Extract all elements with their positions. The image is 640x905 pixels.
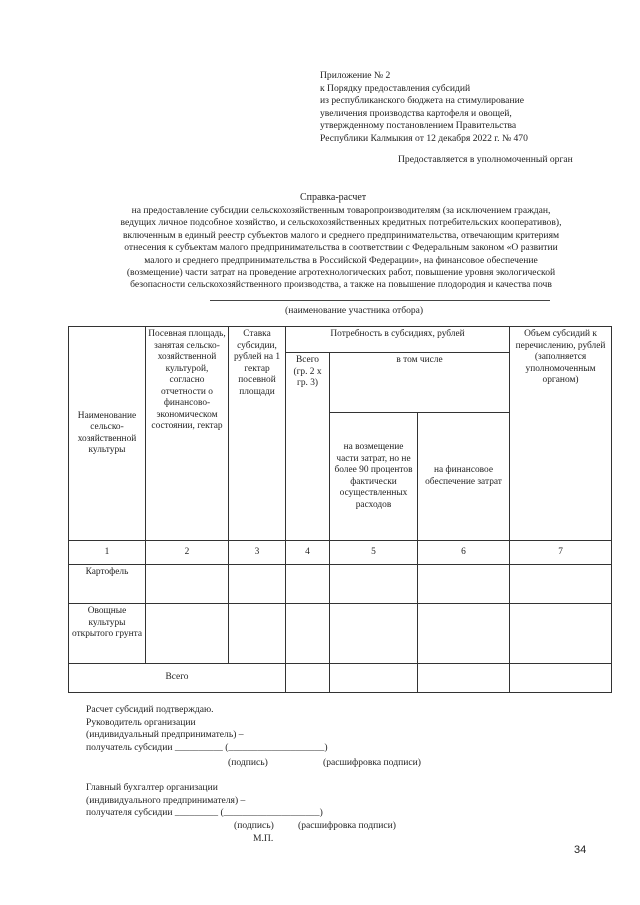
stamp-place: М.П. bbox=[253, 833, 274, 844]
annex-line: увеличения производства картофеля и овощей, bbox=[320, 107, 512, 119]
signature-label: (подпись) bbox=[228, 757, 268, 768]
header-crop: Наименование сельско-хозяйственной культуры bbox=[69, 327, 146, 541]
header-volume: Объем субсидий к перечислению, рублей (заполняется уполномоченным органом) bbox=[510, 327, 612, 541]
table-cell bbox=[330, 604, 418, 664]
annex-line: к Порядку предоставления субсидий bbox=[320, 82, 471, 94]
header-financing: на финансовое обеспечение затрат bbox=[418, 413, 510, 541]
col-number: 7 bbox=[510, 541, 612, 565]
annex-line: Приложение № 2 bbox=[320, 70, 391, 81]
table-cell bbox=[229, 604, 286, 664]
col-number: 2 bbox=[146, 541, 229, 565]
table-cell bbox=[510, 604, 612, 664]
table-row bbox=[69, 565, 612, 604]
col-number: 1 bbox=[69, 541, 146, 565]
col-number: 5 bbox=[330, 541, 418, 565]
table-cell bbox=[330, 565, 418, 604]
table-cell bbox=[510, 664, 612, 693]
decode-label: (расшифровка подписи) bbox=[323, 757, 421, 768]
header-rate: Ставка субсидии, рублей на 1 гектар посевной площади bbox=[229, 327, 286, 541]
annex-header bbox=[320, 70, 528, 145]
confirm-line: (индивидуальный предприниматель) – bbox=[86, 729, 244, 741]
table-cell bbox=[286, 664, 330, 693]
purpose-line: отнесения к субъектам малого предпринимательства в соответствии с Федеральным законом «О развитии bbox=[124, 242, 558, 254]
table-row-total bbox=[69, 664, 612, 693]
confirm-line: Руководитель организации bbox=[86, 716, 196, 728]
col-number: 4 bbox=[286, 541, 330, 565]
subsidy-table bbox=[68, 326, 612, 693]
page-number: 34 bbox=[574, 844, 587, 856]
purpose-line: малого и среднего предпринимательства в Российской Федерации», на финансовое обеспечение bbox=[144, 254, 538, 266]
purpose-line: безопасности сельскохозяйственного производства, а также на повышение плодородия и качества почв bbox=[130, 279, 552, 291]
confirm-line: Расчет субсидий подтверждаю. bbox=[86, 704, 214, 715]
signature-label: (подпись) bbox=[234, 820, 274, 831]
header-including: в том числе bbox=[330, 353, 510, 413]
document-title: Справка-расчет bbox=[300, 192, 367, 203]
row-label-potato: Картофель bbox=[69, 565, 146, 604]
table-cell bbox=[510, 565, 612, 604]
purpose-line: (возмещение) части затрат на проведение агротехнологических работ, повышение уровня экологической bbox=[126, 266, 556, 278]
col-number: 3 bbox=[229, 541, 286, 565]
row-label-total: Всего bbox=[69, 664, 286, 693]
annex-line: Республики Калмыкия от 12 декабря 2022 г. № 470 bbox=[320, 132, 528, 144]
purpose-line: ведущих личное подсобное хозяйство, и сельскохозяйственных кредитных потребительских кооперативов), bbox=[120, 217, 562, 229]
header-need: Потребность в субсидиях, рублей bbox=[286, 327, 510, 353]
purpose-line: на предоставление субсидии сельскохозяйственным товаропроизводителям (за исключением граждан, bbox=[131, 205, 551, 216]
document-purpose bbox=[66, 205, 616, 292]
table-row bbox=[69, 604, 612, 664]
table-cell bbox=[146, 604, 229, 664]
table-cell bbox=[146, 565, 229, 604]
annex-line: утвержденному постановлением Правительства bbox=[320, 120, 517, 131]
table-cell bbox=[229, 565, 286, 604]
table-cell bbox=[418, 604, 510, 664]
table-cell bbox=[286, 565, 330, 604]
table-cell bbox=[418, 664, 510, 693]
row-label-vegetables: Овощные культуры открытого грунта bbox=[69, 604, 146, 664]
accountant-block bbox=[86, 782, 323, 820]
submitted-to: Предоставляется в уполномоченный орган bbox=[398, 154, 573, 165]
purpose-line: включенным в единый реестр субъектов малого и среднего предпринимательства, отвечающим критериям bbox=[122, 229, 560, 241]
table-cell bbox=[330, 664, 418, 693]
annex-line: из республиканского бюджета на стимулирование bbox=[320, 95, 524, 106]
accountant-line: получателя субсидии _________ (____________________) bbox=[86, 807, 323, 819]
accountant-line: Главный бухгалтер организации bbox=[86, 782, 218, 793]
head-confirmation bbox=[86, 704, 328, 754]
header-area: Посевная площадь, занятая сельско-хозяйственной культурой, согласно отчетности о финансово-экономическом состоянии, гектар bbox=[146, 327, 229, 541]
decode-label: (расшифровка подписи) bbox=[298, 820, 396, 831]
table-cell bbox=[286, 604, 330, 664]
participant-line bbox=[210, 300, 550, 301]
participant-label: (наименование участника отбора) bbox=[285, 305, 424, 316]
table-cell bbox=[418, 565, 510, 604]
accountant-line: (индивидуального предпринимателя) – bbox=[86, 794, 246, 806]
header-reimbursement: на возмещение части затрат, но не более 90 процентов фактически осуществленных расходов bbox=[330, 413, 418, 541]
col-number: 6 bbox=[418, 541, 510, 565]
header-total: Всего (гр. 2 х гр. 3) bbox=[286, 353, 330, 541]
confirm-line: получатель субсидии __________ (____________________) bbox=[86, 741, 328, 753]
